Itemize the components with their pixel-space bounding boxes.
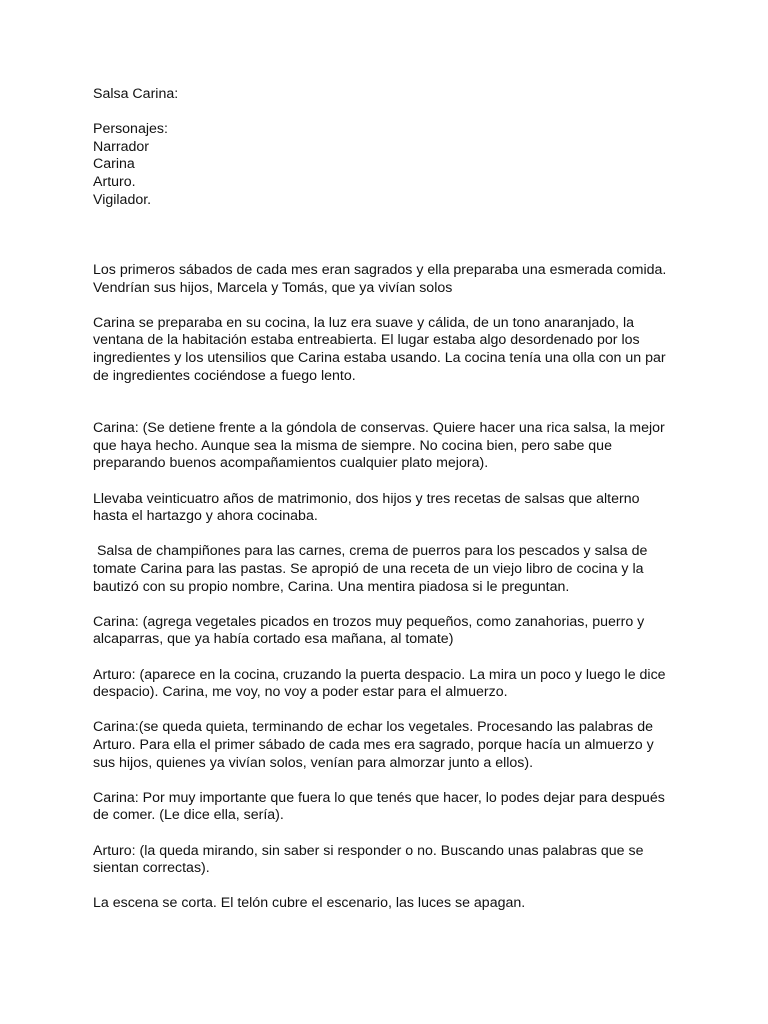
- paragraph: [93, 491, 698, 526]
- paragraph: [93, 667, 698, 702]
- paragraph-line: Carina: (agrega vegetales picados en trozos muy pequeños, como zanahorias, puerro y: [93, 613, 645, 630]
- character-item: Carina: [93, 156, 135, 173]
- paragraph: [93, 843, 698, 878]
- paragraph-line: Carina se preparaba en su cocina, la luz era suave y cálida, de un tono anaranjado, la: [93, 314, 635, 331]
- paragraph-line: preparando buenos acompañamientos cualquier plato mejora).: [93, 455, 489, 472]
- paragraph: [93, 543, 698, 596]
- paragraph-line: de ingredientes cociéndose a fuego lento.: [93, 367, 356, 384]
- paragraph-line: Arturo: (aparece en la cocina, cruzando la puerta despacio. La mira un poco y luego le dice: [93, 666, 666, 683]
- paragraph-line: Arturo: (la queda mirando, sin saber si responder o no. Buscando unas palabras que se: [93, 842, 644, 859]
- paragraph: [93, 790, 698, 825]
- paragraph-line: Salsa de champiñones para las carnes, crema de puerros para los pescados y salsa de: [93, 543, 648, 560]
- paragraph-line: tomate Carina para las pastas. Se apropió de una receta de un viejo libro de cocina y la: [93, 561, 644, 578]
- paragraph-line: ventana de la habitación estaba entreabierta. El lugar estaba algo desordenado por los: [93, 332, 640, 349]
- paragraph-line: Carina: (Se detiene frente a la góndola de conservas. Quiere hacer una rica salsa, la mejor: [93, 420, 665, 437]
- paragraph-line: bautizó con su propio nombre, Carina. Una mentira piadosa si le preguntan.: [93, 578, 570, 595]
- paragraph: [93, 719, 698, 772]
- paragraph-line: sus hijos, quienes ya vivían solos, venían para almorzar junto a ellos).: [93, 754, 534, 771]
- paragraph: [93, 262, 698, 297]
- paragraph-line: La escena se corta. El telón cubre el escenario, las luces se apagan.: [93, 895, 526, 912]
- character-item: Narrador: [93, 138, 149, 155]
- paragraph: [93, 895, 698, 913]
- character-item: Arturo.: [93, 173, 136, 190]
- paragraph-line: Los primeros sábados de cada mes eran sagrados y ella preparaba una esmerada comida.: [93, 261, 667, 278]
- paragraph-line: Llevaba veinticuatro años de matrimonio, dos hijos y tres recetas de salsas que alterno: [93, 490, 640, 507]
- characters-heading: Personajes:: [93, 121, 168, 138]
- paragraph-line: alcaparras, que ya había cortado esa mañana, al tomate): [93, 631, 454, 648]
- paragraph-line: Carina:(se queda quieta, terminando de echar los vegetales. Procesando las palabras de: [93, 719, 653, 736]
- paragraph-line: que haya hecho. Aunque sea la misma de siempre. No cocina bien, pero sabe que: [93, 437, 612, 454]
- document-title: Salsa Carina:: [93, 86, 179, 102]
- paragraph-line: despacio). Carina, me voy, no voy a poder estar para el almuerzo.: [93, 684, 508, 701]
- paragraph: [93, 614, 698, 649]
- paragraph-line: Arturo. Para ella el primer sábado de cada mes era sagrado, porque hacía un almuerzo y: [93, 736, 654, 753]
- paragraph-line: de comer. (Le dice ella, sería).: [93, 807, 284, 824]
- paragraph-line: Carina: Por muy importante que fuera lo que tenés que hacer, lo podes dejar para después: [93, 789, 665, 806]
- paragraph: [93, 315, 698, 385]
- character-item: Vigilador.: [93, 191, 152, 208]
- paragraph-line: ingredientes y los utensilios que Carina estaba usando. La cocina tenía una olla con un par: [93, 349, 666, 366]
- paragraph-line: sientan correctas).: [93, 860, 210, 877]
- paragraph-line: hasta el hartazgo y ahora cocinaba.: [93, 508, 318, 525]
- paragraph: [93, 420, 698, 473]
- paragraph-line: Vendrían sus hijos, Marcela y Tomás, que ya vivían solos: [93, 279, 453, 296]
